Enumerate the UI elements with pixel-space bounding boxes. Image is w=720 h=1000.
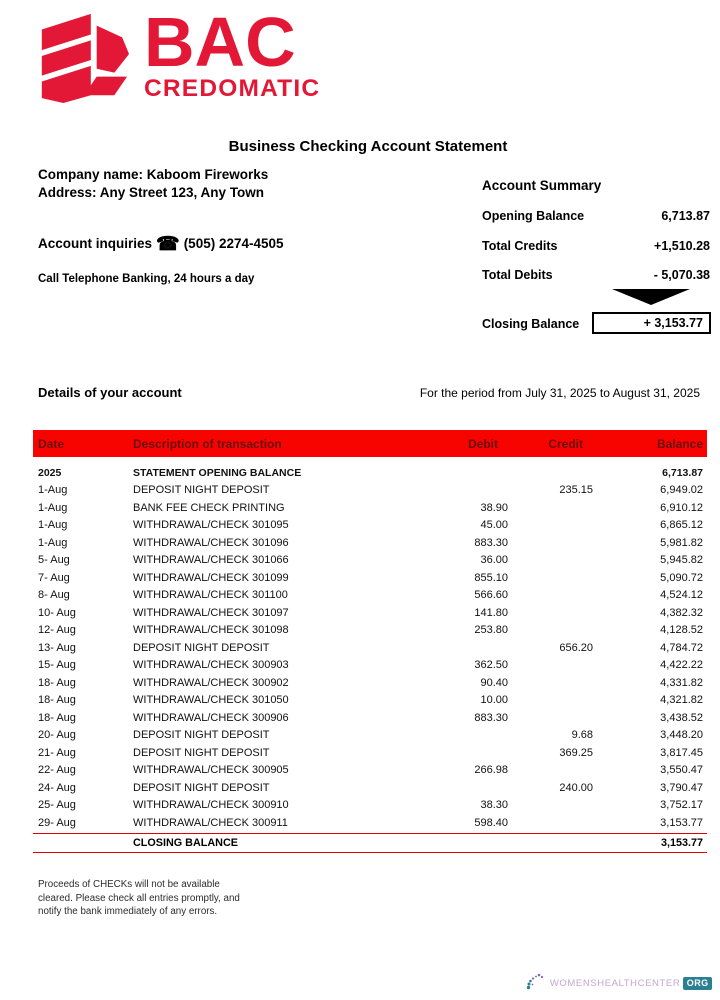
table-row: [33, 639, 707, 657]
cell-balance: 6,865.12: [660, 519, 703, 532]
closing-rule-bottom: [33, 852, 707, 853]
table-row: [33, 552, 707, 570]
cell-date: 1-Aug: [38, 536, 68, 549]
cell-debit: 598.40: [474, 816, 508, 829]
cell-date: 15- Aug: [38, 659, 76, 672]
cell-credit: 235.15: [559, 484, 593, 497]
summary-label: Total Debits: [482, 268, 553, 282]
cell-balance: 4,382.32: [660, 606, 703, 619]
cell-description: WITHDRAWAL/CHECK 301096: [133, 536, 289, 549]
cell-description: WITHDRAWAL/CHECK 300903: [133, 659, 289, 672]
site-watermark: [526, 972, 712, 994]
cell-date: 13- Aug: [38, 641, 76, 654]
summary-label: Opening Balance: [482, 209, 585, 223]
cell-date: 18- Aug: [38, 676, 76, 689]
closing-balance-value: + 3,153.77: [592, 312, 711, 334]
cell-balance: 4,321.82: [660, 694, 703, 707]
cell-balance: 4,422.22: [660, 659, 703, 672]
cell-description: WITHDRAWAL/CHECK 301097: [133, 606, 289, 619]
cell-date: 25- Aug: [38, 799, 76, 812]
table-row: [33, 744, 707, 762]
cell-debit: 266.98: [474, 764, 508, 777]
cell-debit: 38.30: [480, 799, 508, 812]
transaction-rows: [33, 482, 707, 832]
cell-debit: 883.30: [474, 536, 508, 549]
cell-date: 8- Aug: [38, 589, 70, 602]
cell-description: WITHDRAWAL/CHECK 300902: [133, 676, 289, 689]
details-heading: Details of your account: [38, 385, 182, 400]
cell-description: WITHDRAWAL/CHECK 301095: [133, 519, 289, 532]
cell-balance: 6,949.02: [660, 484, 703, 497]
cell-date: 2025: [38, 466, 62, 479]
table-row: [33, 587, 707, 605]
cell-date: 24- Aug: [38, 781, 76, 794]
opening-balance-row: [33, 464, 707, 482]
column-header-balance: Balance: [656, 436, 703, 451]
cell-credit: 656.20: [559, 641, 593, 654]
summary-row-credits: [482, 239, 710, 253]
inquiries-phone: (505) 2274-4505: [183, 236, 284, 251]
cell-description: DEPOSIT NIGHT DEPOSIT: [133, 746, 270, 759]
table-row: [33, 709, 707, 727]
cell-description: WITHDRAWAL/CHECK 301066: [133, 554, 289, 567]
cell-debit: 141.80: [474, 606, 508, 619]
table-row: [33, 517, 707, 535]
cell-balance: 3,817.45: [660, 746, 703, 759]
telephone-banking-note: Call Telephone Banking, 24 hours a day: [38, 273, 255, 285]
table-row: [33, 797, 707, 815]
table-row: [33, 569, 707, 587]
table-row: [33, 499, 707, 517]
summary-value: - 5,070.38: [653, 268, 710, 282]
summary-label: Total Credits: [482, 238, 558, 253]
cell-balance: 5,945.82: [660, 554, 703, 567]
company-name-line: Company name: Kaboom Fireworks: [38, 167, 269, 182]
cell-balance: 3,153.77: [660, 816, 703, 829]
cell-date: 10- Aug: [38, 606, 76, 619]
bac-flag-icon: [28, 8, 136, 106]
footnote: [38, 878, 240, 919]
table-row: [33, 814, 707, 832]
footnote-line: notify the bank immediately of any errors.: [38, 906, 218, 918]
footnote-line: Proceeds of CHECKs will not be available: [38, 879, 220, 890]
cell-balance: 6,713.87: [662, 466, 703, 479]
cell-date: 21- Aug: [38, 746, 76, 759]
cell-description: WITHDRAWAL/CHECK 301050: [133, 694, 289, 707]
dots-spiral-icon: [526, 972, 550, 994]
cell-description: DEPOSIT NIGHT DEPOSIT: [133, 641, 270, 654]
cell-debit: 883.30: [474, 711, 508, 724]
account-summary-rows: [482, 209, 710, 298]
cell-balance: 3,438.52: [660, 711, 703, 724]
table-row: [33, 762, 707, 780]
cell-date: 12- Aug: [38, 624, 76, 637]
statement-period: For the period from July 31, 2025 to August 31, 2025: [419, 386, 700, 400]
account-summary-heading: Account Summary: [482, 178, 602, 193]
cell-balance: 3,550.47: [660, 764, 703, 777]
table-header-row: [33, 430, 707, 457]
account-inquiries-line: [38, 233, 284, 256]
cell-date: 29- Aug: [38, 816, 76, 829]
cell-date: 1-Aug: [38, 519, 68, 532]
cell-debit: 38.90: [480, 501, 508, 514]
logo-wordmark: [144, 3, 321, 103]
cell-date: 5- Aug: [38, 554, 70, 567]
table-row: [33, 692, 707, 710]
cell-description: STATEMENT OPENING BALANCE: [133, 466, 302, 479]
table-row: [33, 657, 707, 675]
cell-date: 18- Aug: [38, 711, 76, 724]
cell-date: 20- Aug: [38, 729, 76, 742]
cell-credit: 9.68: [571, 729, 593, 742]
watermark-badge: ORG: [683, 977, 712, 990]
logo-subname: CREDOMATIC: [144, 75, 321, 103]
arrow-down-icon: [612, 289, 690, 305]
cell-debit: 253.80: [474, 624, 508, 637]
table-row: [33, 534, 707, 552]
closing-balance-row: [33, 835, 707, 852]
summary-value: 6,713.87: [661, 209, 710, 223]
cell-balance: 5,090.72: [660, 571, 703, 584]
cell-date: 22- Aug: [38, 764, 76, 777]
table-row: [33, 779, 707, 797]
cell-date: 1-Aug: [38, 501, 68, 514]
cell-description: WITHDRAWAL/CHECK 300910: [133, 799, 289, 812]
cell-debit: 90.40: [480, 676, 508, 689]
table-row: [33, 482, 707, 500]
summary-row-opening: [482, 209, 710, 223]
cell-balance: 3,790.47: [660, 781, 703, 794]
cell-date: 18- Aug: [38, 694, 76, 707]
cell-description: WITHDRAWAL/CHECK 300905: [133, 764, 289, 777]
summary-row-debits: [482, 268, 710, 282]
cell-description: DEPOSIT NIGHT DEPOSIT: [133, 729, 270, 742]
cell-description: DEPOSIT NIGHT DEPOSIT: [133, 484, 270, 497]
cell-credit: 369.25: [559, 746, 593, 759]
column-header-debit: Debit: [468, 436, 498, 451]
column-header-credit: Credit: [548, 436, 583, 451]
cell-balance: 4,524.12: [660, 589, 703, 602]
cell-balance: 3,752.17: [660, 799, 703, 812]
table-row: [33, 727, 707, 745]
cell-debit: 36.00: [480, 554, 508, 567]
cell-balance: 4,784.72: [660, 641, 703, 654]
closing-rule-top: [33, 833, 707, 834]
page-title: Business Checking Account Statement: [228, 138, 508, 155]
cell-balance: 6,910.12: [660, 501, 703, 514]
cell-description: CLOSING BALANCE: [133, 836, 238, 849]
cell-debit: 45.00: [480, 519, 508, 532]
cell-description: WITHDRAWAL/CHECK 301098: [133, 624, 289, 637]
cell-debit: 362.50: [474, 659, 508, 672]
cell-balance: 3,448.20: [660, 729, 703, 742]
column-header-date: Date: [38, 436, 65, 451]
cell-description: DEPOSIT NIGHT DEPOSIT: [133, 781, 270, 794]
cell-debit: 855.10: [474, 571, 508, 584]
cell-description: WITHDRAWAL/CHECK 300911: [133, 816, 288, 829]
transactions-body: [33, 464, 707, 853]
cell-date: 1-Aug: [38, 484, 68, 497]
watermark-text: WOMENSHEALTHCENTER: [549, 977, 681, 989]
address-line: Address: Any Street 123, Any Town: [38, 184, 265, 200]
cell-description: WITHDRAWAL/CHECK 301099: [133, 571, 289, 584]
column-header-description: Description of transaction: [133, 436, 282, 451]
cell-balance: 4,331.82: [660, 676, 703, 689]
table-row: [33, 622, 707, 640]
cell-description: WITHDRAWAL/CHECK 300906: [133, 711, 289, 724]
cell-credit: 240.00: [559, 781, 593, 794]
cell-debit: 10.00: [480, 694, 508, 707]
cell-date: 7- Aug: [38, 571, 70, 584]
cell-balance: 3,153.77: [660, 836, 703, 849]
logo-name: BAC: [144, 3, 296, 81]
inquiries-label: Account inquiries: [38, 236, 153, 251]
phone-icon: ☎: [156, 234, 180, 255]
transactions-table: [33, 430, 707, 854]
cell-description: BANK FEE CHECK PRINTING: [133, 501, 285, 514]
cell-balance: 5,981.82: [660, 536, 703, 549]
cell-description: WITHDRAWAL/CHECK 301100: [133, 589, 288, 602]
table-row: [33, 604, 707, 622]
closing-balance-label: Closing Balance: [482, 317, 580, 331]
cell-balance: 4,128.52: [660, 624, 703, 637]
footnote-line: cleared. Please check all entries promptly, and: [38, 892, 240, 904]
customer-info: [38, 166, 268, 201]
cell-debit: 566.60: [474, 589, 508, 602]
bac-logo: [28, 3, 321, 106]
table-row: [33, 674, 707, 692]
summary-value: +1,510.28: [654, 238, 710, 253]
